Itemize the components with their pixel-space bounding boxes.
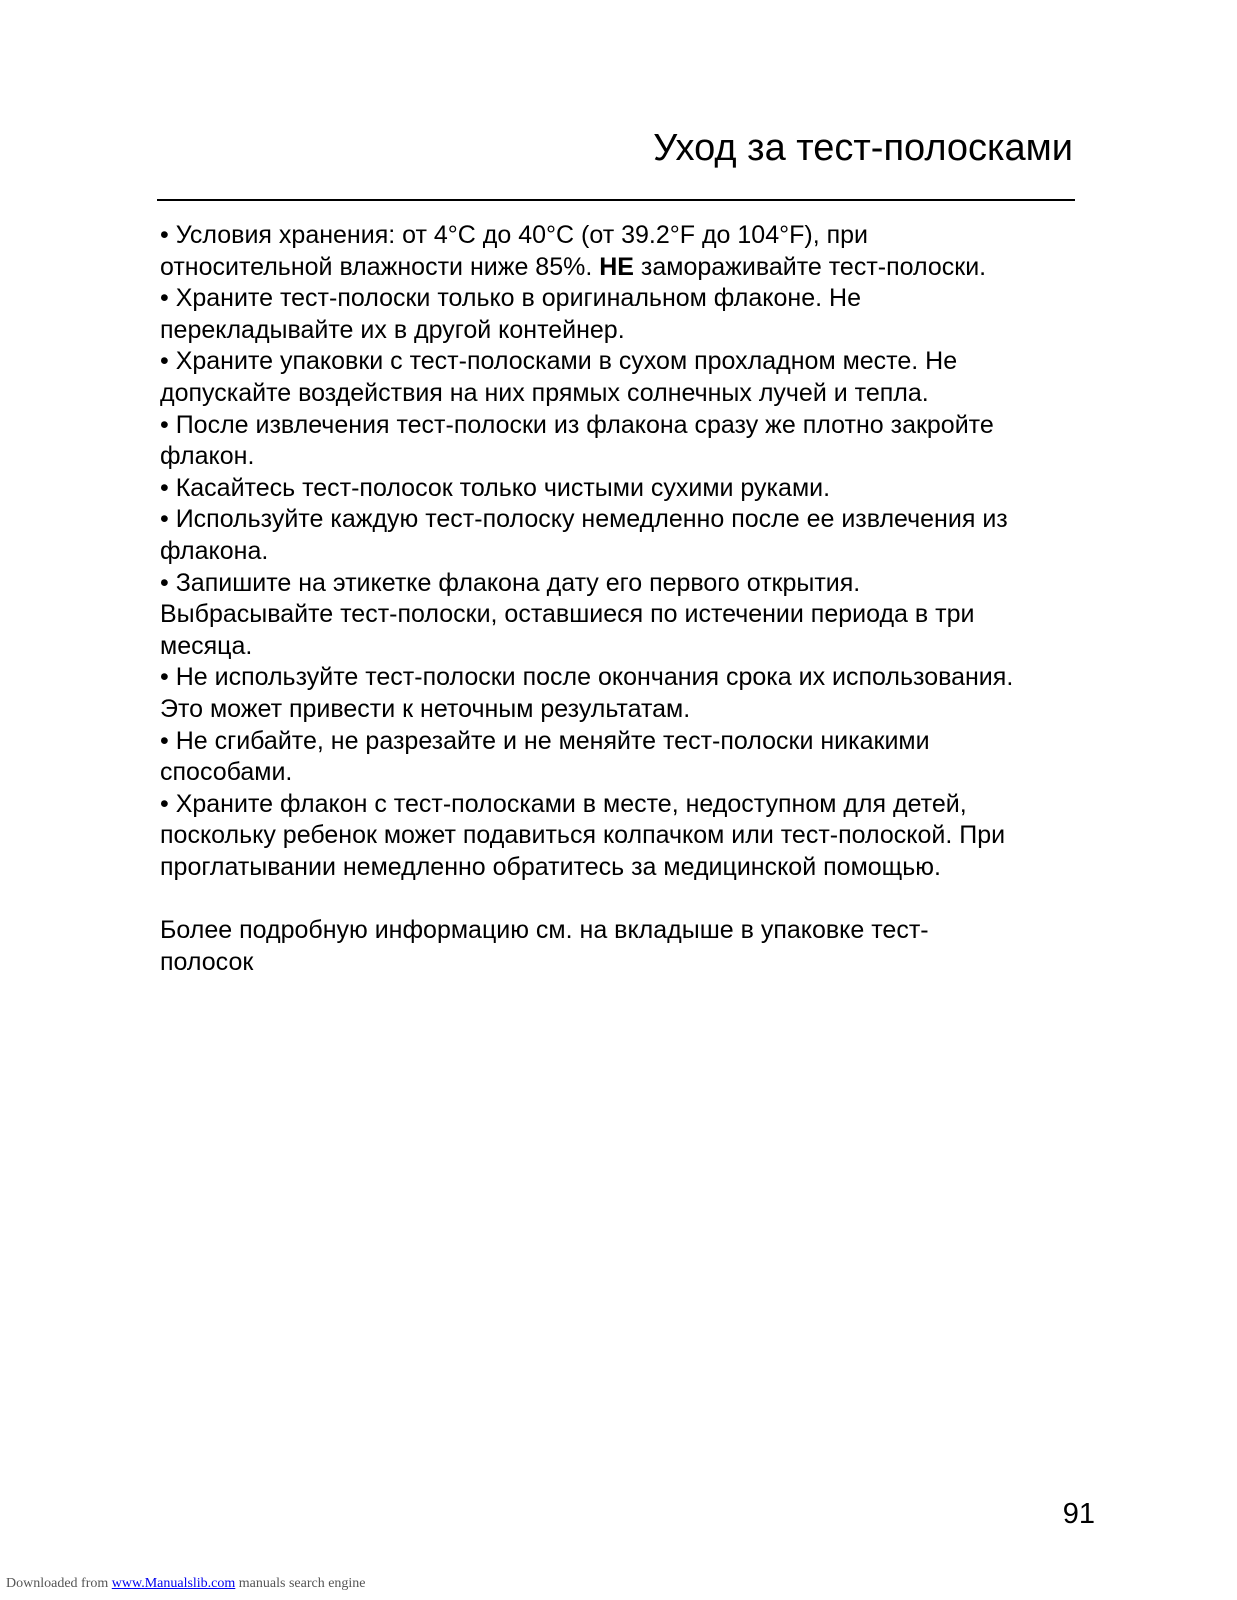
bullet-record-open-date (160, 568, 1075, 663)
text-line: способами. (160, 758, 293, 787)
bullet-close-vial (160, 410, 1075, 473)
page-body (160, 220, 1075, 978)
footer-prefix: Downloaded from (6, 1576, 112, 1591)
text-line: • Храните тест-полоски только в оригинальном флаконе. Не (160, 284, 861, 313)
emphasis-text: НЕ (599, 252, 634, 281)
page-number: 91 (1062, 1498, 1095, 1530)
download-footer (6, 1576, 366, 1592)
text-line: • Храните упаковки с тест-полосками в сухом прохладном месте. Не (160, 347, 958, 376)
text-line: флакон. (160, 442, 255, 471)
bullet-dry-cool-place (160, 346, 1075, 409)
text-fragment: замораживайте тест-полоски. (633, 252, 987, 281)
bullet-storage-conditions (160, 220, 1075, 283)
text-line: • Запишите на этикетке флакона дату его первого открытия. (160, 568, 861, 597)
text-line: • После извлечения тест-полоски из флакона сразу же плотно закройте (160, 410, 994, 439)
bullet-clean-hands (160, 473, 1075, 505)
text-line: • Касайтесь тест-полосок только чистыми сухими руками. (160, 473, 831, 502)
footer-suffix: manuals search engine (235, 1576, 366, 1591)
text-line: • Не сгибайте, не разрезайте и не меняйте тест-полоски никакими (160, 726, 930, 755)
text-line: поскольку ребенок может подавиться колпачком или тест-полоской. При (160, 821, 1006, 850)
text-line: допускайте воздействия на них прямых солнечных лучей и тепла. (160, 378, 929, 407)
text-line: перекладывайте их в другой контейнер. (160, 315, 625, 344)
text-fragment: относительной влажности ниже 85%. (160, 252, 600, 281)
text-line: полосок (160, 947, 254, 976)
bullet-original-vial (160, 283, 1075, 346)
text-line: флакона. (160, 536, 269, 565)
text-line: проглатывании немедленно обратитесь за медицинской помощью. (160, 852, 941, 881)
text-line: Выбрасывайте тест-полоски, оставшиеся по истечении периода в три (160, 600, 975, 629)
bullet-keep-from-children (160, 789, 1075, 884)
bullet-expiry (160, 662, 1075, 725)
manualslib-link[interactable]: www.Manualslib.com (111, 1576, 236, 1591)
title-divider (157, 199, 1075, 201)
page-title: Уход за тест-полосками (653, 127, 1073, 169)
text-line: Более подробную информацию см. на вкладыше в упаковке тест- (160, 916, 929, 945)
text-line (160, 252, 1075, 284)
text-line: • Условия хранения: от 4°C до 40°C (от 39.2°F до 104°F), при (160, 221, 869, 249)
bullet-do-not-bend (160, 726, 1075, 789)
text-line: • Не используйте тест-полоски после окончания срока их использования. (160, 663, 1014, 692)
bullet-use-immediately (160, 504, 1075, 567)
text-line: Это может привести к неточным результатам. (160, 694, 691, 723)
text-line: • Храните флакон с тест-полосками в месте, недоступном для детей, (160, 789, 967, 818)
more-info-note (160, 915, 1075, 978)
text-line: • Используйте каждую тест-полоску немедленно после ее извлечения из (160, 505, 1008, 534)
text-line: месяца. (160, 631, 253, 660)
paragraph-spacer (160, 883, 1075, 915)
